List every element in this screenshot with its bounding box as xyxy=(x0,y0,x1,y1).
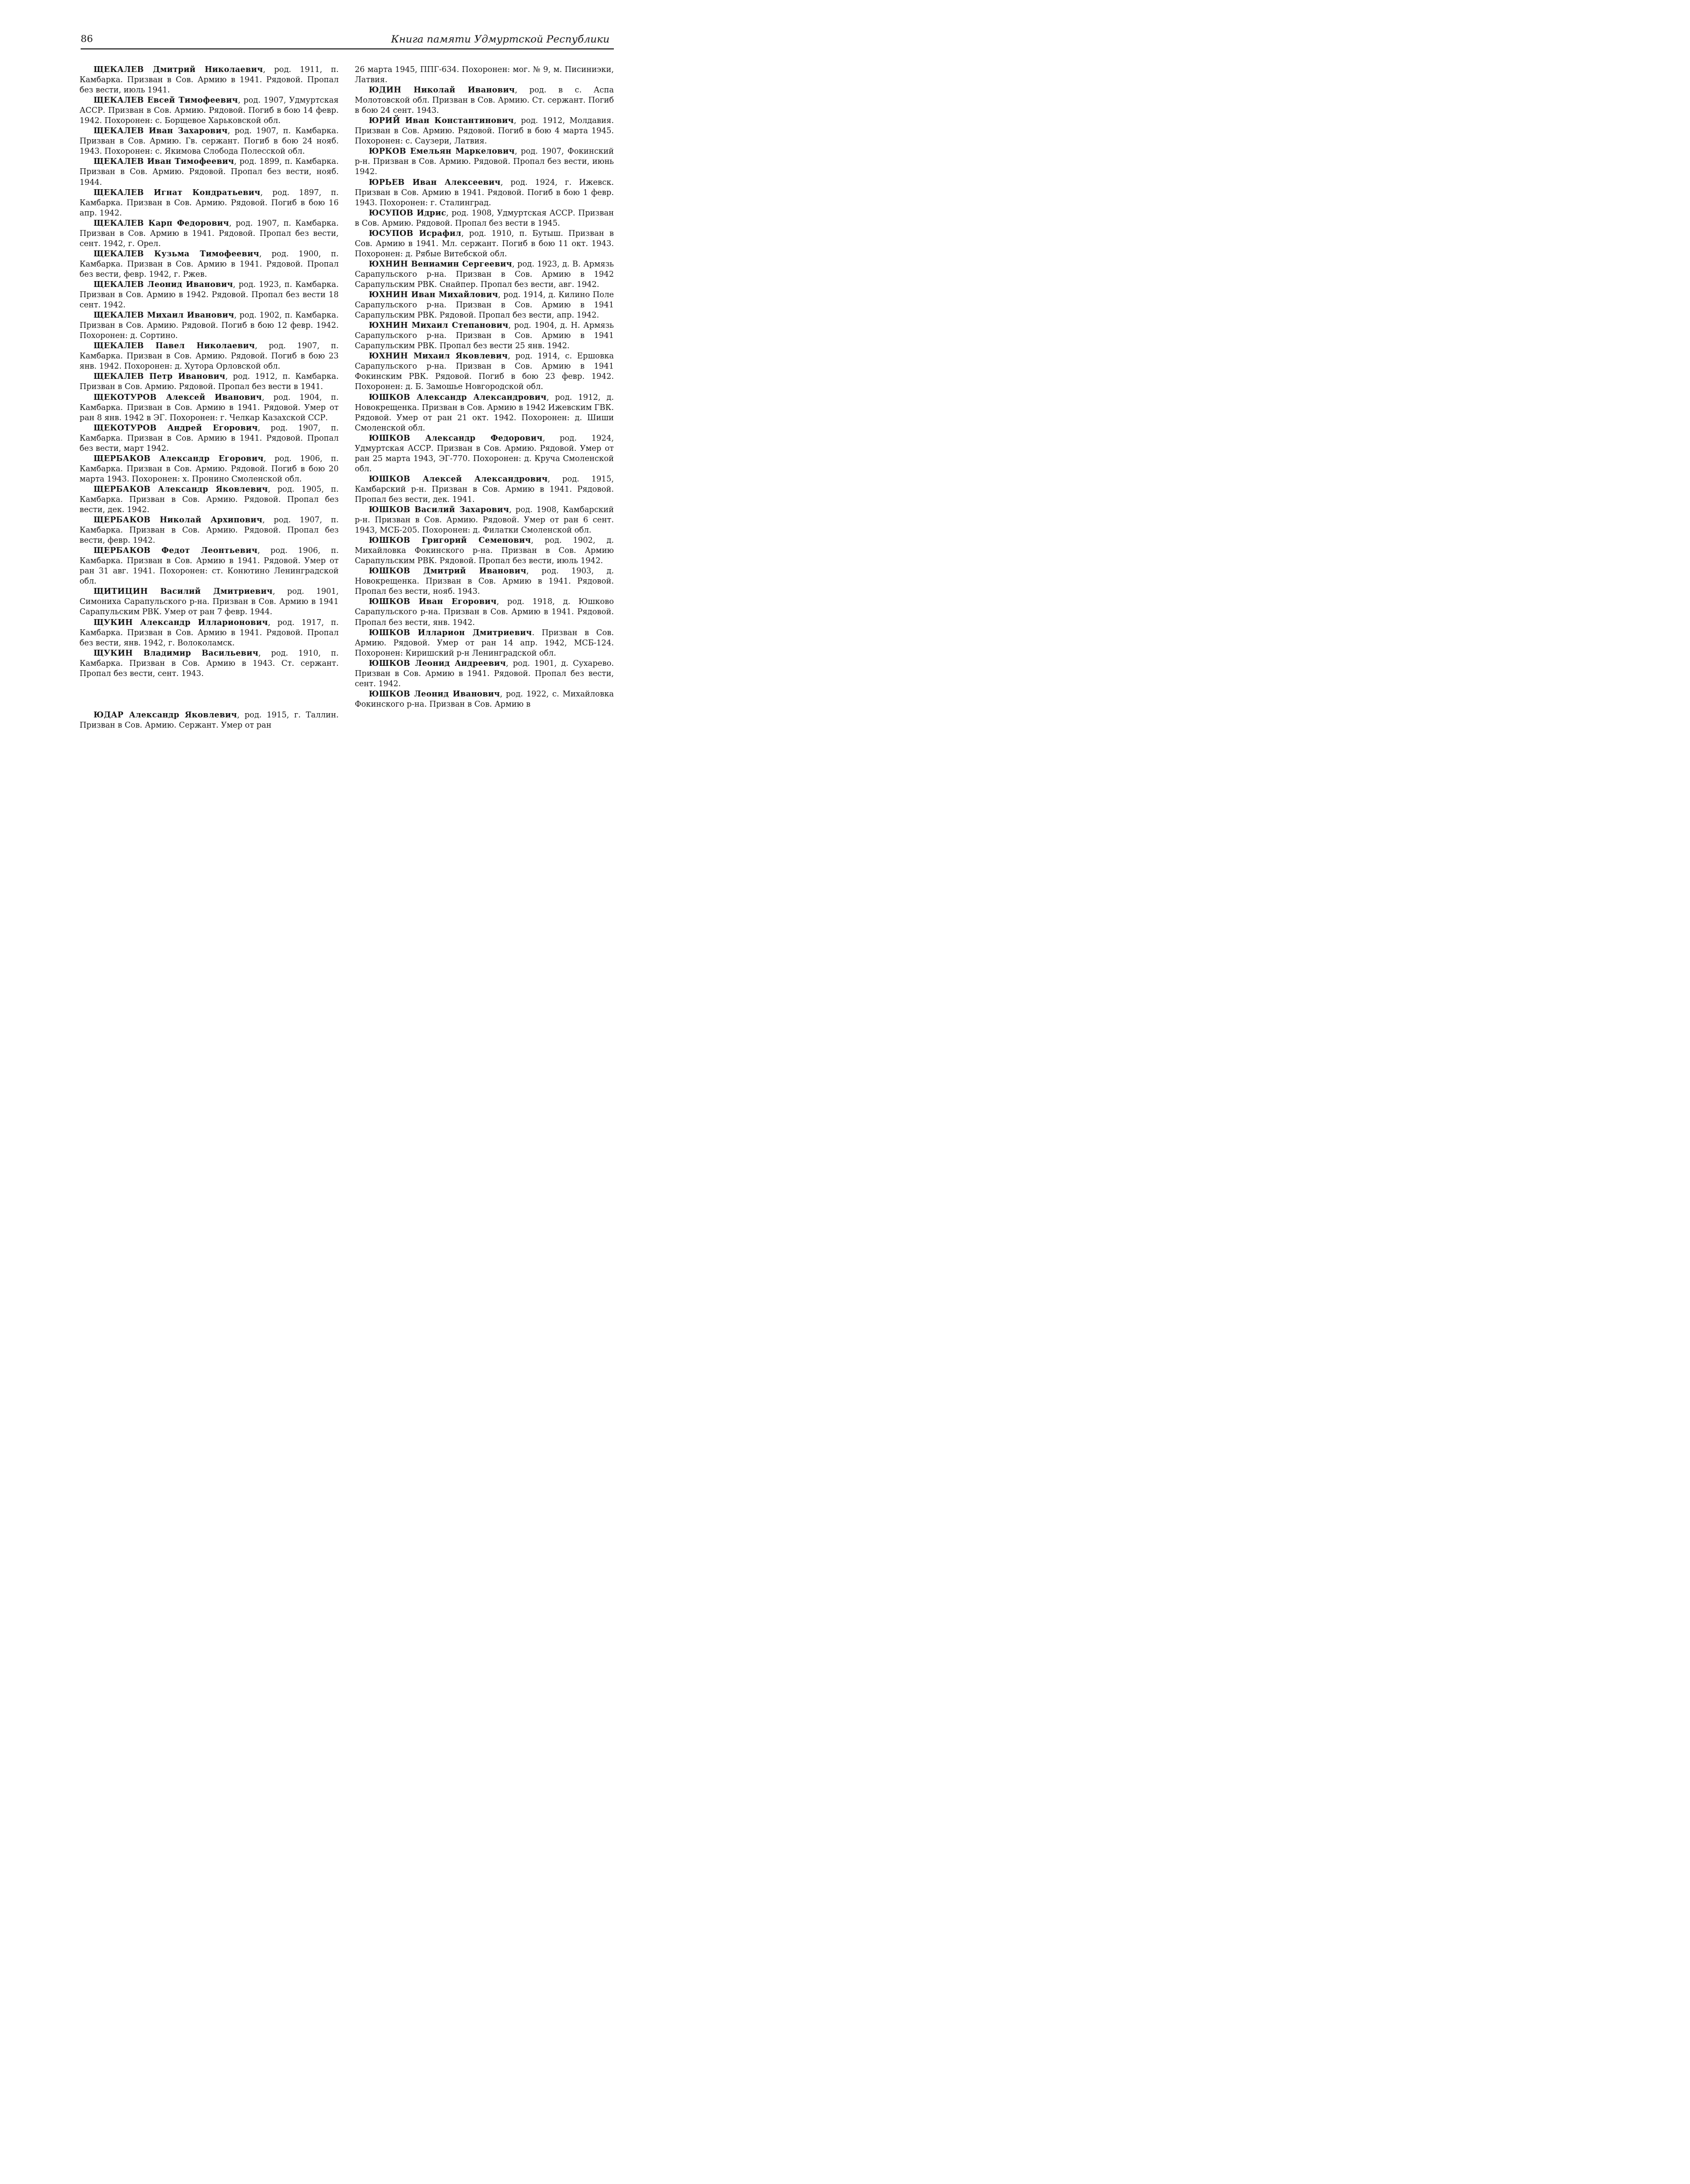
entry-name: ЮШКОВ Александр Александрович xyxy=(369,392,547,402)
entry-name: ЮШКОВ Леонид Иванович xyxy=(369,689,500,699)
entry-name: ЩЕРБАКОВ Николай Архипович xyxy=(94,515,263,525)
entry-name: ЮХНИН Вениамин Сергеевич xyxy=(369,259,512,269)
entry xyxy=(80,218,339,249)
entry-name: ЩЕКАЛЕВ Игнат Кондратьевич xyxy=(94,188,261,197)
entry xyxy=(80,515,339,545)
entry-name: ЮШКОВ Александр Федорович xyxy=(369,433,543,443)
entry-text: , род. 1924, Удмуртская АССР. Призван в Сов. Армию. Рядовой. Умер от ран 25 марта 1943, ЭГ-770. Похоронен: д. Круча Смоленской обл. xyxy=(355,433,614,473)
entry-name: ЮШКОВ Дмитрий Иванович xyxy=(369,566,527,576)
entry-name: ЩЕКАЛЕВ Леонид Иванович xyxy=(94,279,233,289)
entry-text: . Призван в Сов. Армию. Рядовой. Умер от ран 14 апр. 1942, МСБ-124. Похоронен: Киришский р-н Ленинградской обл. xyxy=(355,628,614,658)
entry-text: , род. 1912, д. Новокрещенка. Призван в Сов. Армию в 1942 Ижевским ГВК. Рядовой. Умер от ран 21 окт. 1942. Похоронен: д. Шиши Смоленской обл. xyxy=(355,392,614,433)
entry xyxy=(355,658,614,689)
entry-name: ЮСУПОВ Идрис xyxy=(369,208,447,218)
entry-text: , род. 1907, Удмуртская АССР. Призван в Сов. Армию. Рядовой. Погиб в бою 14 февр. 1942. Похоронен: с. Борщевое Харьковской обл. xyxy=(80,96,339,126)
entry xyxy=(355,474,614,505)
entry-name: ЩЕКАЛЕВ Иван Тимофеевич xyxy=(94,157,234,167)
entry xyxy=(355,597,614,627)
entry xyxy=(355,392,614,433)
entry-name: ЩЕКАЛЕВ Кузьма Тимофеевич xyxy=(94,249,260,258)
entry-text: , род. 1902, п. Камбарка. Призван в Сов. Армию. Рядовой. Погиб в бою 12 февр. 1942. Похоронен: д. Сортино. xyxy=(80,311,339,341)
entry-name: ЩЕРБАКОВ Федот Леонтьевич xyxy=(94,546,258,556)
entry-text: , род. 1912, Молдавия. Призван в Сов. Армию. Рядовой. Погиб в бою 4 марта 1945. Похоронен: с. Саузери, Латвия. xyxy=(355,116,614,146)
entry xyxy=(355,208,614,228)
entry-name: ЩЕКАЛЕВ Михаил Иванович xyxy=(94,311,234,320)
entry-text: , род. 1910, п. Камбарка. Призван в Сов. Армию в 1943. Ст. сержант. Пропал без вести, сент. 1943. xyxy=(80,648,339,678)
entry-text: , род. 1908, Камбарский р-н. Призван в Сов. Армию. Рядовой. Умер от ран 6 сент. 1943, МСБ-205. Похоронен: д. Филатки Смоленской обл. xyxy=(355,505,614,535)
entry xyxy=(80,648,339,679)
entry-name: ЩЕКАЛЕВ Карп Федорович xyxy=(94,218,230,228)
entry xyxy=(80,249,339,279)
entry-text: , род. 1905, п. Камбарка. Призван в Сов. Армию. Рядовой. Пропал без вести, дек. 1942. xyxy=(80,484,339,515)
entry-text: , род. 1901, д. Сухарево. Призван в Сов. Армию в 1941. Рядовой. Пропал без вести, сент. 1942. xyxy=(355,658,614,688)
entry-name: ЩУКИН Александр Илларионович xyxy=(94,617,268,627)
entry xyxy=(80,341,339,371)
entry-text: , род. 1906, п. Камбарка. Призван в Сов. Армию. Рядовой. Погиб в бою 20 марта 1943. Похоронен: х. Пронино Смоленской обл. xyxy=(80,454,339,484)
entry xyxy=(355,228,614,259)
entry-name: ЮШКОВ Алексей Александрович xyxy=(369,474,548,484)
entry-name: ЮШКОВ Иван Егорович xyxy=(369,597,497,607)
entry xyxy=(80,484,339,515)
entry-text: , род. 1917, п. Камбарка. Призван в Сов. Армию в 1941. Рядовой. Пропал без вести, янв. 1942, г. Волоколамск. xyxy=(80,617,339,648)
entry-name: ЩЕКАЛЕВ Дмитрий Николаевич xyxy=(94,65,263,74)
entry xyxy=(80,310,339,341)
entry-text: , род. 1915, г. Таллин. Призван в Сов. Армию. Сержант. Умер от ран xyxy=(80,710,339,730)
column-gap xyxy=(80,679,339,710)
entry-name: ЩУКИН Владимир Васильевич xyxy=(94,648,259,658)
entry-name: ЮШКОВ Григорий Семенович xyxy=(369,536,531,545)
entry-name: ЩЕРБАКОВ Александр Егорович xyxy=(94,454,264,463)
entry-text: , род. 1906, п. Камбарка. Призван в Сов. Армию в 1941. Рядовой. Умер от ран 31 авг. 1941. Похоронен: ст. Конютино Ленинградской обл. xyxy=(80,546,339,586)
entry-name: ЮШКОВ Леонид Андреевич xyxy=(369,658,506,668)
entry xyxy=(80,188,339,218)
entry-text: , род. 1924, г. Ижевск. Призван в Сов. Армию в 1941. Рядовой. Погиб в бою 1 февр. 1943. Похоронен: г. Сталинград. xyxy=(355,177,614,207)
entry-text: , род. 1914, с. Ершовка Сарапульского р-на. Призван в Сов. Армию в 1941 Фокинским РВК. Рядовой. Погиб в бою 23 февр. 1942. Похоронен: д. Б. Замошье Новгородской обл. xyxy=(355,351,614,392)
entry xyxy=(80,126,339,156)
entry-name: ЩИТИЦИН Василий Дмитриевич xyxy=(94,587,273,597)
entry xyxy=(80,586,339,617)
entry-name: ЩЕКАЛЕВ Петр Иванович xyxy=(94,372,226,382)
entry xyxy=(80,279,339,310)
entry-text: , род. 1911, п. Камбарка. Призван в Сов. Армию в 1941. Рядовой. Пропал без вести, июль 1941. xyxy=(80,65,339,95)
right-column xyxy=(355,64,614,709)
entry-text: , род. 1907, п. Камбарка. Призван в Сов. Армию. Рядовой. Погиб в бою 23 янв. 1942. Похоронен: д. Хутора Орловской обл. xyxy=(80,341,339,371)
entry-name: ЩЕРБАКОВ Александр Яковлевич xyxy=(94,484,268,494)
entry-name: ЮХНИН Иван Михайлович xyxy=(369,290,498,300)
entry-text: , род. 1897, п. Камбарка. Призван в Сов. Армию. Рядовой. Погиб в бою 16 апр. 1942. xyxy=(80,188,339,218)
entry-text: , род. 1923, п. Камбарка. Призван в Сов. Армию в 1942. Рядовой. Пропал без вести 18 сент. 1942. xyxy=(80,279,339,310)
entry xyxy=(355,628,614,658)
entry-text: , род. 1923, д. В. Армязь Сарапульского р-на. Призван в Сов. Армию в 1942 Сарапульским РВК. Снайпер. Пропал без вести, авг. 1942. xyxy=(355,259,614,289)
entry-name: ЮХНИН Михаил Яковлевич xyxy=(369,351,508,361)
entry xyxy=(355,290,614,320)
entry xyxy=(80,710,339,730)
entry xyxy=(80,545,339,586)
entry-text: , род. 1912, п. Камбарка. Призван в Сов. Армию. Рядовой. Пропал без вести в 1941. xyxy=(80,372,339,392)
header-rule xyxy=(81,48,614,49)
entry-text: , род. 1908, Удмуртская АССР. Призван в Сов. Армию. Рядовой. Пропал без вести в 1945. xyxy=(355,208,614,228)
entry-name: ЩЕКОТУРОВ Алексей Иванович xyxy=(94,392,262,402)
entry-text: , род. 1907, п. Камбарка. Призван в Сов. Армию. Гв. сержант. Погиб в бою 24 нояб. 1943. Похоронен: с. Якимова Слобода Полесской обл. xyxy=(80,126,339,156)
entry-text: , род. 1910, п. Бутыш. Призван в Сов. Армию в 1941. Мл. сержант. Погиб в бою 11 окт. 1943. Похоронен: д. Рябые Витебской обл. xyxy=(355,228,614,258)
page-number: 86 xyxy=(81,33,93,45)
entry-name: ЮСУПОВ Исрафил xyxy=(369,228,462,238)
entry-text: , род. 1914, д. Килино Поле Сарапульского р-на. Призван в Сов. Армию в 1941 Сарапульским РВК. Рядовой. Пропал без вести, апр. 1942. xyxy=(355,290,614,320)
entry xyxy=(355,566,614,597)
entry-name: ЮДИН Николай Иванович xyxy=(369,85,515,95)
entry xyxy=(355,433,614,474)
entry-text: , род. в с. Аспа Молотовской обл. Призван в Сов. Армию. Ст. сержант. Погиб в бою 24 сент. 1943. xyxy=(355,85,614,116)
entry-name: ЮРКОВ Емельян Маркелович xyxy=(369,147,515,156)
entry xyxy=(80,617,339,648)
entry-text: , род. 1907, Фокинский р-н. Призван в Сов. Армию. Рядовой. Пропал без вести, июнь 1942. xyxy=(355,147,614,177)
entry xyxy=(80,156,339,187)
entry-name: ЮШКОВ Илларион Дмитриевич xyxy=(369,628,532,637)
entry xyxy=(80,64,339,95)
entry xyxy=(355,535,614,566)
entry-text: , род. 1901, Симониха Сарапульского р-на. Призван в Сов. Армию в 1941 Сарапульским РВК. Умер от ран 7 февр. 1944. xyxy=(80,587,339,617)
entry-name: ЮШКОВ Василий Захарович xyxy=(369,505,510,515)
entry xyxy=(80,454,339,484)
entry-text: , род. 1904, п. Камбарка. Призван в Сов. Армию в 1941. Рядовой. Умер от ран 8 янв. 1942 в ЭГ. Похоронен: г. Челкар Казахской ССР. xyxy=(80,392,339,422)
entry xyxy=(355,259,614,290)
entry xyxy=(355,116,614,146)
entry xyxy=(355,689,614,709)
entry xyxy=(80,95,339,126)
entry-text: , род. 1915, Камбарский р-н. Призван в Сов. Армию в 1941. Рядовой. Пропал без вести, дек. 1941. xyxy=(355,474,614,504)
entry xyxy=(355,505,614,535)
entry xyxy=(355,85,614,116)
entry-name: ЩЕКАЛЕВ Иван Захарович xyxy=(94,126,228,136)
entry-text: , род. 1899, п. Камбарка. Призван в Сов. Армию. Рядовой. Пропал без вести, нояб. 1944. xyxy=(80,157,339,187)
entry xyxy=(355,320,614,351)
entry-text: , род. 1904, д. Н. Армязь Сарапульского р-на. Призван в Сов. Армию в 1941 Сарапульским РВК. Пропал без вести 25 янв. 1942. xyxy=(355,321,614,351)
entry-name: ЮХНИН Михаил Степанович xyxy=(369,321,509,331)
entry-name: ЩЕКАЛЕВ Евсей Тимофеевич xyxy=(94,96,238,105)
left-column xyxy=(80,64,339,730)
entry-text: , род. 1907, п. Камбарка. Призван в Сов. Армию в 1941. Рядовой. Пропал без вести, март 1942. xyxy=(80,423,339,453)
entry-text: , род. 1902, д. Михайловка Фокинского р-на. Призван в Сов. Армию Сарапульским РВК. Рядовой. Пропал без вести, июль 1942. xyxy=(355,536,614,566)
entry-text: , род. 1918, д. Юшково Сарапульского р-на. Призван в Сов. Армию в 1941. Рядовой. Пропал без вести, янв. 1942. xyxy=(355,597,614,627)
entry-name: ЮРЬЕВ Иван Алексеевич xyxy=(369,177,501,187)
entry-text: , род. 1907, п. Камбарка. Призван в Сов. Армию. Рядовой. Пропал без вести, февр. 1942. xyxy=(80,515,339,545)
entry-name: ЩЕКОТУРОВ Андрей Егорович xyxy=(94,423,258,433)
entry-text: , род. 1922, с. Михайловка Фокинского р-на. Призван в Сов. Армию в xyxy=(355,689,614,709)
entry xyxy=(80,371,339,392)
entry-name: ЮДАР Александр Яковлевич xyxy=(94,710,237,720)
page-header xyxy=(81,32,614,49)
entry xyxy=(355,177,614,208)
entry xyxy=(355,351,614,392)
entry xyxy=(80,392,339,423)
entry xyxy=(355,146,614,177)
entry-name: ЮРИЙ Иван Константинович xyxy=(369,116,514,126)
entry-name: ЩЕКАЛЕВ Павел Николаевич xyxy=(94,341,255,351)
entry xyxy=(80,423,339,454)
entry-continuation: 26 марта 1945, ППГ-634. Похоронен: мог. № 9, м. Писиниэки, Латвия. xyxy=(355,65,614,85)
entry-text: , род. 1907, п. Камбарка. Призван в Сов. Армию в 1941. Рядовой. Пропал без вести, сент. 1942, г. Орел. xyxy=(80,218,339,248)
entry-text: , род. 1903, д. Новокрещенка. Призван в Сов. Армию в 1941. Рядовой. Пропал без вести, нояб. 1943. xyxy=(355,566,614,597)
running-title: Книга памяти Удмуртской Республики xyxy=(391,33,610,45)
entry-text: , род. 1900, п. Камбарка. Призван в Сов. Армию в 1941. Рядовой. Пропал без вести, февр. 1942, г. Ржев. xyxy=(80,249,339,279)
